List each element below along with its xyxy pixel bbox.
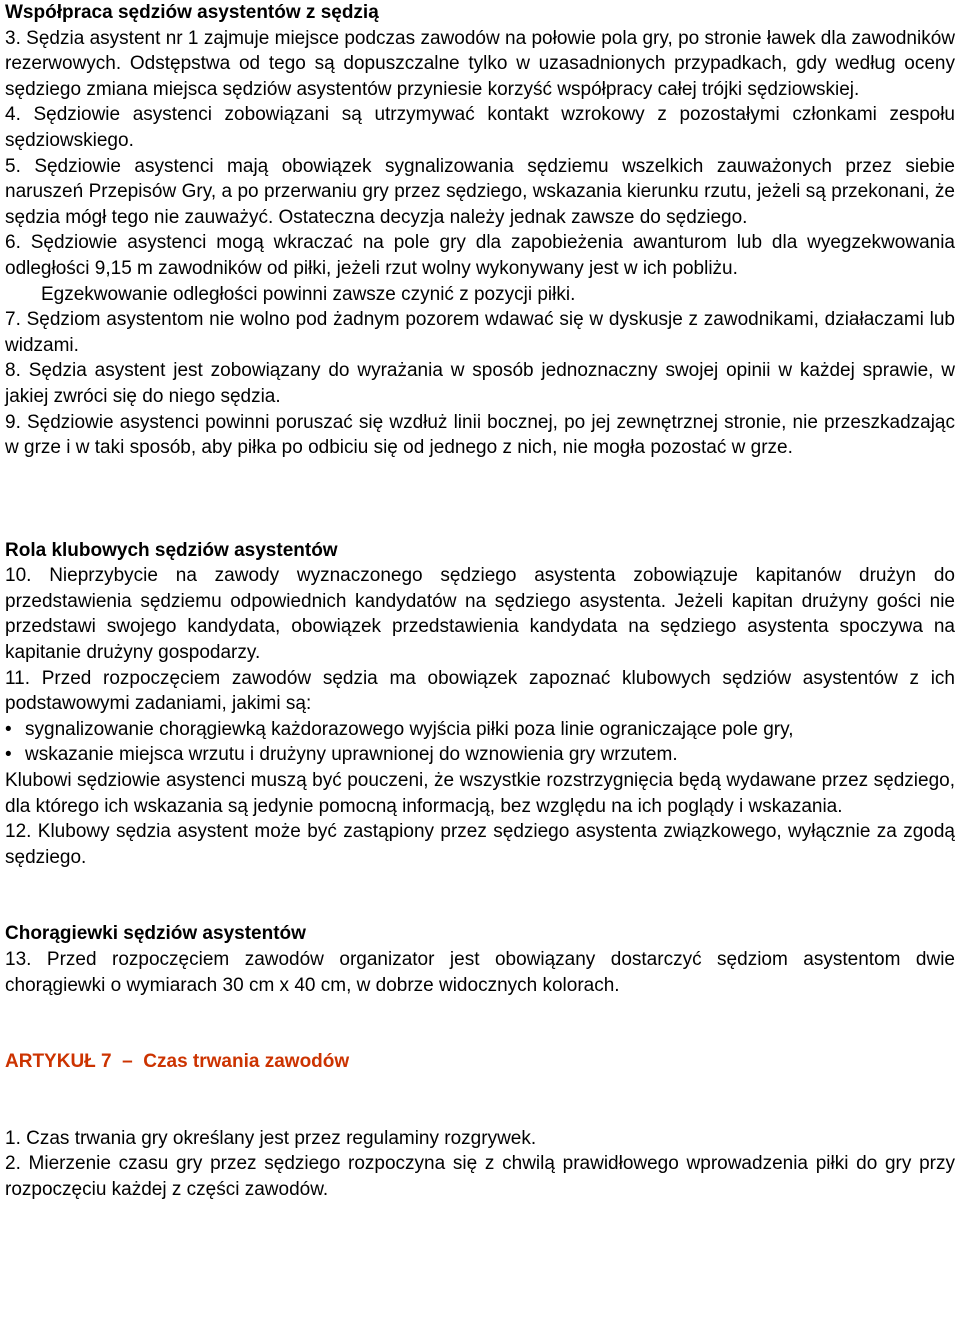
- paragraph-10: 10. Nieprzybycie na zawody wyznaczonego sędziego asystenta zobowiązuje kapitanów drużyn do przedstawienia sędziemu odpowiednich kandydatów na sędziego asystenta. Jeżeli kapitan drużyny gości nie przedstawi swojego kandydata, obowiązek przedstawienia kandydata na sędziego asystenta spoczywa na kapitanie drużyny gospodarzy.: [5, 565, 955, 664]
- list-item-text: wskazanie miejsca wrzutu i drużyny uprawnionej do wznowienia gry wrzutem.: [25, 744, 678, 766]
- bullet-icon: •: [5, 744, 12, 766]
- section-heading-cooperation: Współpraca sędziów asystentów z sędzią: [5, 2, 379, 23]
- paragraph-9: 9. Sędziowie asystenci powinni poruszać się wzdłuż linii bocznej, po jej zewnętrznej stronie, nie przeszkadzając w grze i w taki sposób, aby piłka po odbiciu się od jednego z nich, nie mogła pozostać w grze.: [5, 411, 955, 459]
- list-item: [5, 742, 955, 768]
- list-item-text: sygnalizowanie chorągiewką każdorazowego wyjścia piłki poza linie ograniczające pole gry,: [25, 718, 794, 740]
- list-item: [5, 717, 955, 743]
- spacer: [5, 1075, 955, 1126]
- section-heading-club-assistants: Rola klubowych sędziów asystentów: [5, 539, 338, 561]
- document-page: [5, 0, 955, 1203]
- spacer: [5, 998, 955, 1049]
- paragraph-4: 4. Sędziowie asystenci zobowiązani są utrzymywać kontakt wzrokowy z pozostałymi członkami zespołu sędziowskiego.: [5, 104, 955, 151]
- paragraph-6: 6. Sędziowie asystenci mogą wkraczać na pole gry dla zapobieżenia awanturom lub dla wyegzekwowania odległości 9,15 m zawodników od piłki, jeżeli rzut wolny wykonywany jest w ich pobliżu.: [5, 232, 955, 279]
- paragraph-5: 5. Sędziowie asystenci mają obowiązek sygnalizowania sędziemu wszelkich zauważonych przez siebie naruszeń Przepisów Gry, a po przerwaniu gry przez sędziego, wskazania kierunku rzutu, jeżeli są przekonani, że sędzia mógł tego nie zauważyć. Ostateczna decyzja należy jednak zawsze do sędziego.: [5, 155, 955, 228]
- bullet-icon: •: [5, 718, 12, 740]
- article-7-heading: ARTYKUŁ 7 – Czas trwania zawodów: [5, 1051, 350, 1073]
- paragraph-6-continuation: Egzekwowanie odległości powinni zawsze czynić z pozycji piłki.: [41, 283, 576, 305]
- article-7-paragraph-2: 2. Mierzenie czasu gry przez sędziego rozpoczyna się z chwilą prawidłowego wprowadzenia piłki do gry przy rozpoczęciu każdej z części zawodów.: [5, 1153, 955, 1200]
- paragraph-3: 3. Sędzia asystent nr 1 zajmuje miejsce podczas zawodów na połowie pola gry, po stronie ławek dla zawodników rezerwowych. Odstępstwa od tego są dopuszczalne tylko w uzasadnionych przypadkach, gdy według oceny sędziego zmiana miejsca sędziów asystentów przyniesie korzyść współpracy całej trójki sędziowskiej.: [5, 27, 955, 100]
- paragraph-12: 12. Klubowy sędzia asystent może być zastąpiony przez sędziego asystenta związkowego, wyłącznie za zgodą sędziego.: [5, 821, 955, 868]
- article-7-paragraph-1: 1. Czas trwania gry określany jest przez regulaminy rozgrywek.: [5, 1127, 537, 1149]
- paragraph-11-note: Klubowi sędziowie asystenci muszą być pouczeni, że wszystkie rozstrzygnięcia będą wydawane przez sędziego, dla którego ich wskazania są jedynie pomocną informacją, bez względu na ich poglądy i wskazania.: [5, 770, 955, 817]
- spacer: [5, 870, 955, 921]
- paragraph-13: 13. Przed rozpoczęciem zawodów organizator jest obowiązany dostarczyć sędziom asystentom dwie chorągiewki o wymiarach 30 cm x 40 cm, w dobrze widocznych kolorach.: [5, 949, 955, 996]
- paragraph-11: 11. Przed rozpoczęciem zawodów sędzia ma obowiązek zapoznać klubowych sędziów asystentów z ich podstawowymi zadaniami, jakimi są:: [5, 667, 955, 715]
- paragraph-8: 8. Sędzia asystent jest zobowiązany do wyrażania w sposób jednoznaczny swojej opinii w każdej sprawie, w jakiej zwróci się do niego sędzia.: [5, 360, 955, 407]
- paragraph-7: 7. Sędziom asystentom nie wolno pod żadnym pozorem wdawać się w dyskusje z zawodnikami, działaczami lub widzami.: [5, 309, 955, 356]
- section-heading-flags: Chorągiewki sędziów asystentów: [5, 923, 306, 945]
- spacer: [5, 461, 955, 538]
